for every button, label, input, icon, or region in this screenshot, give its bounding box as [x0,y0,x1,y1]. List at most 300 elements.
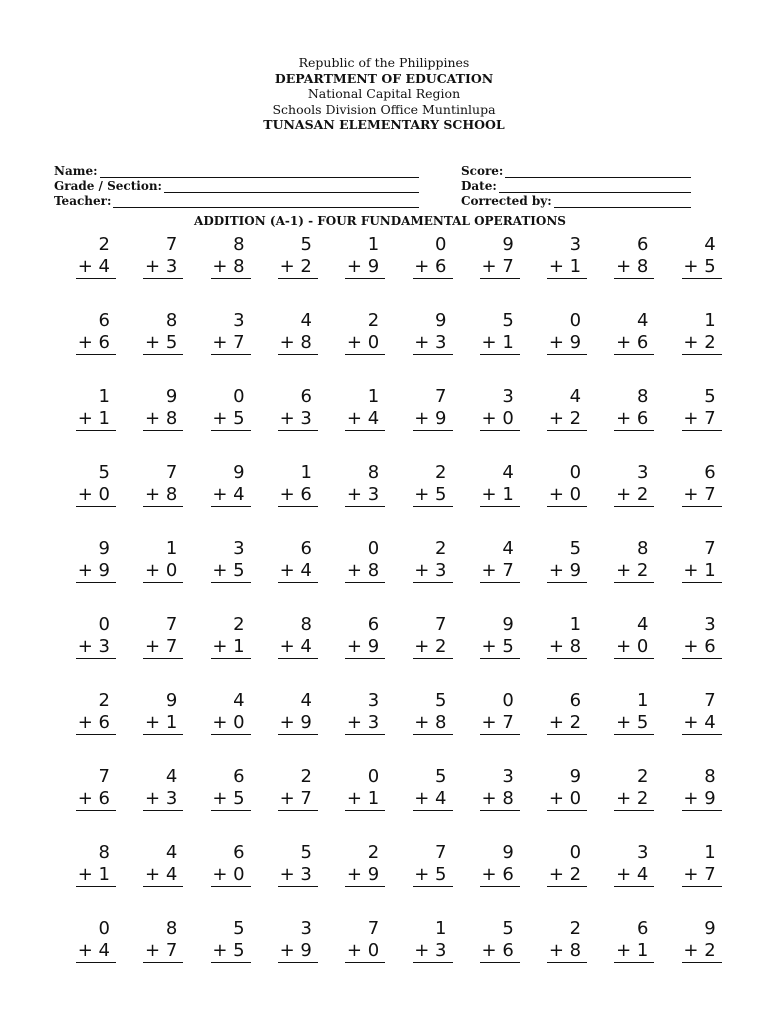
addend-top: 8 [165,310,178,331]
addend-bottom: + 4 [211,484,251,507]
addition-problem [278,462,318,507]
addend-top: 9 [165,386,178,407]
date-label: Date: [461,179,497,193]
addition-problem [278,538,318,583]
addition-problem [682,538,722,583]
addition-problem [480,842,520,887]
addition-problem [211,842,251,887]
addend-top: 0 [502,690,514,711]
addend-top: 9 [704,918,716,939]
addition-problem [76,690,116,735]
addition-problem [413,538,453,583]
addend-top: 5 [300,234,312,255]
addend-top: 7 [367,918,380,939]
addend-bottom: + 2 [547,408,587,431]
addend-bottom: + 0 [547,484,587,507]
addend-bottom: + 4 [143,864,183,887]
addition-problem [547,766,587,811]
addition-problem [413,766,453,811]
header-school: TUNASAN ELEMENTARY SCHOOL [263,117,505,132]
addition-problem [76,310,116,355]
addend-bottom: + 5 [211,940,251,963]
addition-problem [614,766,654,811]
addend-bottom: + 7 [143,636,183,659]
addend-top: 9 [502,234,514,255]
addend-top: 9 [233,462,245,483]
addend-top: 4 [300,310,312,331]
addend-bottom: + 2 [614,788,654,811]
addition-problem [614,310,654,355]
addend-bottom: + 9 [413,408,453,431]
addition-problem [413,462,453,507]
header-division: Schools Division Office Muntinlupa [272,101,496,117]
addend-bottom: + 4 [76,940,116,963]
addition-problem [211,310,251,355]
addend-top: 8 [367,462,380,483]
school-header [0,55,768,133]
addition-problem [211,386,251,431]
addition-problem [614,386,654,431]
addend-top: 5 [435,690,447,711]
addend-top: 2 [636,766,649,787]
addend-top: 4 [569,386,582,407]
addition-problem [278,842,318,887]
addend-bottom: + 6 [682,636,722,659]
addition-problem [614,842,654,887]
addend-top: 1 [367,234,380,255]
worksheet-title: ADDITION (A-1) - FOUR FUNDAMENTAL OPERATIONS [194,214,566,228]
addition-problem [547,386,587,431]
addition-problem [76,614,116,659]
addend-bottom: + 9 [345,256,385,279]
addend-bottom: + 5 [211,408,251,431]
addition-problem [143,766,183,811]
addend-top: 3 [636,462,649,483]
addend-top: 1 [300,462,312,483]
addend-top: 2 [435,538,447,559]
addition-problem [143,918,183,963]
grade-section-line[interactable] [164,181,419,193]
addend-bottom: + 2 [682,940,722,963]
addend-bottom: + 2 [614,484,654,507]
addition-problem [413,690,453,735]
addend-top: 2 [300,766,312,787]
addend-top: 0 [233,386,245,407]
addition-problem [211,690,251,735]
name-field[interactable] [54,163,419,178]
addend-top: 2 [367,310,380,331]
addition-problem [547,462,587,507]
addend-top: 0 [569,462,582,483]
date-field[interactable] [461,178,691,193]
addend-bottom: + 9 [278,940,318,963]
addend-top: 3 [502,386,514,407]
addend-top: 7 [98,766,110,787]
addition-problem [682,690,722,735]
addend-bottom: + 6 [413,256,453,279]
addend-top: 3 [233,310,245,331]
addend-top: 6 [233,766,245,787]
addition-problem [345,918,385,963]
addend-top: 5 [300,842,312,863]
grade-section-label: Grade / Section: [54,179,162,193]
addition-problem [345,462,385,507]
addend-bottom: + 5 [413,484,453,507]
addend-bottom: + 7 [480,256,520,279]
addend-bottom: + 6 [278,484,318,507]
addend-top: 0 [569,842,582,863]
addend-top: 7 [435,386,447,407]
addend-bottom: + 7 [211,332,251,355]
addition-problem [413,918,453,963]
addend-bottom: + 0 [547,788,587,811]
addend-bottom: + 0 [211,712,251,735]
addition-problem [614,690,654,735]
addend-bottom: + 0 [345,332,385,355]
score-field[interactable] [461,163,691,178]
addend-bottom: + 1 [614,940,654,963]
right-field-column [461,163,691,208]
addend-top: 6 [300,386,312,407]
addend-top: 9 [502,842,514,863]
addition-problem [480,386,520,431]
addend-bottom: + 7 [480,712,520,735]
addend-bottom: + 4 [278,636,318,659]
addend-bottom: + 7 [480,560,520,583]
addend-top: 9 [98,538,110,559]
addition-problem [143,386,183,431]
addend-bottom: + 6 [76,788,116,811]
addend-top: 7 [435,842,447,863]
addend-top: 3 [233,538,245,559]
addition-problem [682,614,722,659]
addition-problem [413,842,453,887]
addend-top: 4 [233,690,245,711]
addend-bottom: + 7 [682,484,722,507]
addend-bottom: + 4 [413,788,453,811]
addition-problem [682,234,722,279]
addition-problem [480,918,520,963]
addend-bottom: + 0 [143,560,183,583]
addend-bottom: + 0 [211,864,251,887]
addend-top: 4 [704,234,716,255]
addition-problem [76,538,116,583]
teacher-field[interactable] [54,193,419,208]
addition-problem [547,690,587,735]
addend-bottom: + 3 [413,940,453,963]
addend-top: 7 [165,614,178,635]
addend-bottom: + 2 [614,560,654,583]
addend-bottom: + 9 [76,560,116,583]
addend-top: 1 [704,310,716,331]
addend-bottom: + 9 [682,788,722,811]
addend-bottom: + 4 [345,408,385,431]
addend-bottom: + 9 [345,864,385,887]
score-label: Score: [461,164,504,178]
addend-bottom: + 8 [614,256,654,279]
addition-problem [547,310,587,355]
addend-bottom: + 0 [614,636,654,659]
addition-problem [278,614,318,659]
addend-bottom: + 8 [345,560,385,583]
addend-bottom: + 2 [547,864,587,887]
corrected-by-label: Corrected by: [461,194,552,208]
addend-top: 3 [367,690,380,711]
addend-bottom: + 1 [211,636,251,659]
score-line[interactable] [505,166,691,178]
addend-bottom: + 3 [143,788,183,811]
addend-top: 2 [367,842,380,863]
addend-bottom: + 3 [345,484,385,507]
addend-bottom: + 6 [614,408,654,431]
addend-bottom: + 5 [480,636,520,659]
addend-top: 1 [165,538,178,559]
addend-top: 9 [569,766,582,787]
addend-bottom: + 1 [143,712,183,735]
addend-bottom: + 1 [345,788,385,811]
addend-top: 7 [435,614,447,635]
addition-problem [345,766,385,811]
addition-problem [278,386,318,431]
addend-bottom: + 6 [76,712,116,735]
addition-problem [547,538,587,583]
addend-top: 5 [98,462,110,483]
addition-problem [345,234,385,279]
addition-problem [547,614,587,659]
addend-top: 5 [233,918,245,939]
addend-top: 0 [98,918,110,939]
addend-bottom: + 3 [278,864,318,887]
addition-problem [278,690,318,735]
addend-bottom: + 0 [345,940,385,963]
addend-bottom: + 5 [413,864,453,887]
addition-problem [143,614,183,659]
addition-problem [143,462,183,507]
addend-bottom: + 3 [278,408,318,431]
addend-bottom: + 2 [278,256,318,279]
addend-top: 3 [502,766,514,787]
addend-bottom: + 3 [76,636,116,659]
addend-top: 8 [636,538,649,559]
addend-top: 3 [636,842,649,863]
addend-top: 2 [233,614,245,635]
addend-top: 8 [165,918,178,939]
addend-bottom: + 2 [682,332,722,355]
grade-section-field[interactable] [54,178,419,193]
addend-bottom: + 9 [547,332,587,355]
addition-problem [413,310,453,355]
addend-bottom: + 6 [76,332,116,355]
addend-top: 1 [569,614,582,635]
addend-top: 6 [367,614,380,635]
addition-problem [345,690,385,735]
addend-bottom: + 2 [547,712,587,735]
addend-bottom: + 8 [547,636,587,659]
addend-bottom: + 8 [211,256,251,279]
addend-bottom: + 9 [547,560,587,583]
addend-top: 9 [435,310,447,331]
addend-top: 4 [165,842,178,863]
addend-bottom: + 4 [614,864,654,887]
addend-bottom: + 7 [682,864,722,887]
addend-top: 5 [569,538,582,559]
addition-problem [211,538,251,583]
addend-bottom: + 5 [614,712,654,735]
addend-top: 4 [502,462,514,483]
addition-problem [614,462,654,507]
addend-bottom: + 1 [76,408,116,431]
addition-problem [682,766,722,811]
addition-problem [682,386,722,431]
addend-top: 1 [435,918,447,939]
addend-bottom: + 9 [278,712,318,735]
addend-top: 4 [636,614,649,635]
addition-problem [682,918,722,963]
addend-bottom: + 0 [76,484,116,507]
addend-bottom: + 1 [480,332,520,355]
addition-problem [345,614,385,659]
addition-problem [480,690,520,735]
addend-bottom: + 4 [76,256,116,279]
addend-top: 5 [704,386,716,407]
addition-problem [211,234,251,279]
addition-problem [413,234,453,279]
addend-top: 1 [704,842,716,863]
addend-top: 3 [704,614,716,635]
addition-problem [480,310,520,355]
addend-top: 8 [636,386,649,407]
addition-problem [143,538,183,583]
addend-top: 8 [233,234,245,255]
corrected-by-field[interactable] [461,193,691,208]
header-republic: Republic of the Philippines [298,55,470,70]
addend-bottom: + 8 [413,712,453,735]
addend-top: 8 [704,766,716,787]
addition-problem [211,462,251,507]
addend-bottom: + 8 [143,484,183,507]
addition-problem [480,234,520,279]
addend-top: 8 [98,842,110,863]
addition-problem [345,386,385,431]
addend-top: 9 [165,690,178,711]
addend-bottom: + 5 [682,256,722,279]
teacher-line[interactable] [113,196,419,208]
addend-top: 6 [233,842,245,863]
addend-top: 4 [165,766,178,787]
addition-problem [413,386,453,431]
addition-problem [547,842,587,887]
addend-top: 7 [165,462,178,483]
addition-problem [143,690,183,735]
addend-top: 4 [636,310,649,331]
addition-problem [76,766,116,811]
addend-top: 1 [98,386,110,407]
addend-bottom: + 1 [76,864,116,887]
addition-problem [143,842,183,887]
addend-bottom: + 1 [682,560,722,583]
addend-top: 1 [636,690,649,711]
addition-problem [278,234,318,279]
addend-bottom: + 3 [143,256,183,279]
corrected-by-line[interactable] [554,196,691,208]
addition-problem [278,918,318,963]
addend-top: 8 [300,614,312,635]
addend-bottom: + 8 [480,788,520,811]
addend-bottom: + 6 [480,940,520,963]
addition-problem [345,842,385,887]
addend-bottom: + 2 [413,636,453,659]
addition-problem [480,614,520,659]
addend-bottom: + 3 [413,332,453,355]
addend-bottom: + 8 [278,332,318,355]
addition-problem [76,386,116,431]
addition-problem [76,234,116,279]
header-department: DEPARTMENT OF EDUCATION [274,70,494,86]
addition-problem [76,918,116,963]
date-line[interactable] [499,181,691,193]
addition-problem [278,310,318,355]
addend-top: 2 [98,234,110,255]
addend-top: 7 [704,690,716,711]
addend-bottom: + 6 [614,332,654,355]
addend-bottom: + 5 [211,560,251,583]
addend-top: 4 [300,690,312,711]
addend-bottom: + 7 [143,940,183,963]
addition-problem [211,614,251,659]
addend-top: 9 [502,614,514,635]
addend-top: 5 [435,766,447,787]
addend-top: 3 [569,234,582,255]
addend-bottom: + 4 [682,712,722,735]
addend-bottom: + 7 [278,788,318,811]
addend-top: 2 [569,918,582,939]
addend-top: 5 [502,310,514,331]
addend-top: 0 [367,538,380,559]
addition-problem [76,462,116,507]
addend-top: 6 [300,538,312,559]
addend-bottom: + 5 [211,788,251,811]
addition-problem [143,310,183,355]
addition-problem [614,234,654,279]
addition-problem [76,842,116,887]
addend-bottom: + 1 [547,256,587,279]
addend-top: 0 [367,766,380,787]
addend-bottom: + 4 [278,560,318,583]
addend-top: 3 [300,918,312,939]
addend-bottom: + 3 [345,712,385,735]
name-line[interactable] [100,166,419,178]
addition-problem [211,766,251,811]
addition-problem [143,234,183,279]
addend-bottom: + 5 [143,332,183,355]
addition-problem [211,918,251,963]
addition-problem [614,614,654,659]
addition-problem [480,462,520,507]
addend-top: 6 [98,310,110,331]
addend-top: 4 [502,538,514,559]
addend-bottom: + 1 [480,484,520,507]
addend-top: 0 [569,310,582,331]
addend-top: 6 [636,918,649,939]
addend-top: 1 [367,386,380,407]
addend-bottom: + 8 [547,940,587,963]
addition-problem [345,310,385,355]
addend-top: 2 [435,462,447,483]
teacher-label: Teacher: [54,194,112,208]
addend-top: 6 [636,234,649,255]
addition-problem [614,918,654,963]
addend-bottom: + 3 [413,560,453,583]
